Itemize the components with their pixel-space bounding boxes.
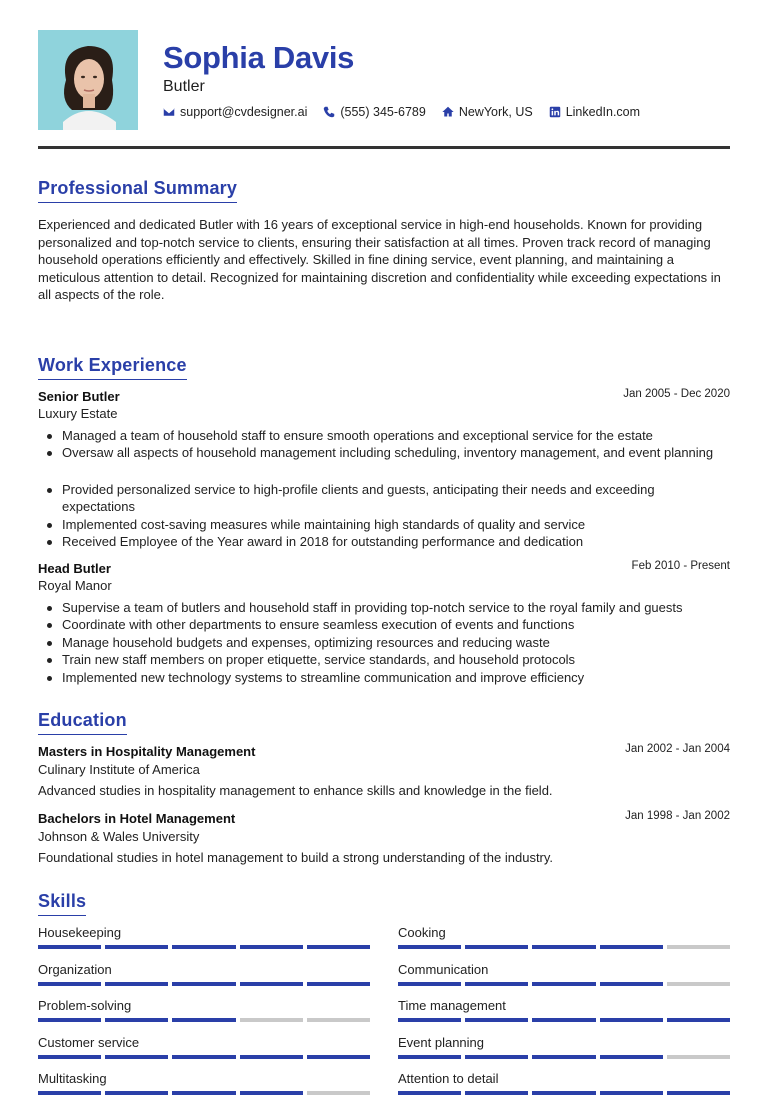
- list-item: Train new staff members on proper etiquette, service standards, and household protocols: [38, 651, 730, 668]
- school-name: Johnson & Wales University: [38, 829, 200, 844]
- list-item: Oversaw all aspects of household management including scheduling, inventory management, and event planning: [38, 444, 730, 461]
- skill-label: Problem-solving: [38, 998, 132, 1013]
- skill-level-segment: [532, 945, 595, 949]
- contact-location: [442, 105, 533, 119]
- skill-level-segment: [38, 945, 101, 949]
- skill-item: [38, 1035, 370, 1059]
- skill-level-segment: [600, 1091, 663, 1095]
- job-date: Jan 2005 - Dec 2020: [623, 388, 730, 400]
- summary-text: Experienced and dedicated Butler with 16 years of exceptional service in high-end households. Known for providing personalized and top-notch service to clients, ensuring their satisfaction at all times. Proven track record of managing household operations efficiently and effectively. Skilled in fine dining service, event planning, and maintaining a meticulous attention to detail. Recognized for maintaining discretion and confidentiality while exceeding expectations in all aspects of the role.: [38, 217, 721, 303]
- skill-level-segment: [398, 1055, 461, 1059]
- list-item: Coordinate with other departments to ensure seamless execution of events and functions: [38, 616, 730, 633]
- list-item: Manage household budgets and expenses, optimizing resources and reducing waste: [38, 634, 730, 651]
- skill-level-segment: [172, 1055, 235, 1059]
- skill-level-segment: [38, 1055, 101, 1059]
- skill-level-segment: [398, 1091, 461, 1095]
- skill-label: Organization: [38, 961, 112, 977]
- education-heading: Education: [38, 710, 127, 735]
- phone-text: (555) 345-6789: [340, 105, 426, 119]
- skill-level-segment: [38, 982, 101, 986]
- skill-level-segment: [600, 1055, 663, 1059]
- degree-title: Masters in Hospitality Management: [38, 744, 256, 759]
- list-item: Received Employee of the Year award in 2018 for outstanding performance and dedication: [38, 533, 730, 550]
- skill-level-segment: [465, 982, 528, 986]
- skill-level-segment: [465, 1091, 528, 1095]
- skill-level-segment: [105, 982, 168, 986]
- skill-label: Event planning: [398, 1034, 485, 1050]
- skill-level-segment: [240, 1091, 303, 1095]
- job-company: Luxury Estate: [38, 406, 118, 421]
- candidate-name: Sophia Davis: [163, 40, 355, 75]
- skill-level-bar: [38, 1091, 370, 1095]
- education-date: Jan 1998 - Jan 2002: [625, 810, 730, 822]
- skill-level-bar: [38, 945, 370, 949]
- experience-heading: Work Experience: [38, 355, 187, 380]
- skill-level-segment: [465, 1055, 528, 1059]
- skill-level-segment: [600, 945, 663, 949]
- skill-level-bar: [398, 945, 730, 949]
- job-bullets: [38, 481, 730, 551]
- skill-level-segment: [398, 1018, 461, 1022]
- skill-level-segment: [38, 1091, 101, 1095]
- skill-level-segment: [667, 982, 730, 986]
- list-item: Supervise a team of butlers and household staff in providing top-notch service to the royal family and guests: [38, 599, 730, 616]
- phone-icon: [323, 106, 335, 118]
- skill-level-segment: [532, 1091, 595, 1095]
- skill-level-bar: [398, 982, 730, 986]
- contact-linkedin[interactable]: [549, 105, 640, 119]
- linkedin-icon: [549, 106, 561, 118]
- resume-header: [38, 30, 730, 130]
- skill-level-segment: [240, 1018, 303, 1022]
- skill-level-segment: [307, 1091, 370, 1095]
- skill-level-segment: [465, 1018, 528, 1022]
- skill-level-segment: [667, 1018, 730, 1022]
- skill-level-segment: [307, 1018, 370, 1022]
- contact-list: [163, 105, 640, 119]
- skill-level-segment: [172, 1018, 235, 1022]
- list-item: Implemented new technology systems to streamline communication and improve efficiency: [38, 669, 730, 686]
- skill-level-bar: [38, 1018, 370, 1022]
- skill-level-segment: [667, 1055, 730, 1059]
- skill-level-segment: [667, 1091, 730, 1095]
- candidate-role: Butler: [163, 78, 205, 95]
- skill-level-segment: [532, 1055, 595, 1059]
- education-description: Advanced studies in hospitality management to enhance skills and knowledge in the field.: [38, 783, 553, 798]
- skill-level-segment: [532, 1018, 595, 1022]
- job-company: Royal Manor: [38, 578, 112, 593]
- skill-label: Housekeeping: [38, 925, 122, 940]
- skill-level-segment: [600, 1018, 663, 1022]
- job-title: Head Butler: [38, 561, 111, 576]
- skill-label: Attention to detail: [398, 1071, 499, 1086]
- skill-level-segment: [105, 1091, 168, 1095]
- contact-email[interactable]: [163, 105, 307, 119]
- skill-item: [38, 925, 370, 949]
- skill-item: [38, 998, 370, 1022]
- skill-level-segment: [240, 945, 303, 949]
- summary-heading: Professional Summary: [38, 178, 237, 203]
- skill-item: [398, 998, 730, 1022]
- location-text: NewYork, US: [458, 105, 533, 119]
- header-divider: [38, 146, 730, 149]
- home-icon: [442, 106, 454, 118]
- list-item: Managed a team of household staff to ensure smooth operations and exceptional service for the estate: [38, 427, 730, 444]
- list-item: Implemented cost-saving measures while maintaining high standards of quality and service: [38, 516, 730, 533]
- skill-label: Communication: [398, 961, 489, 977]
- degree-title: Bachelors in Hotel Management: [38, 811, 236, 826]
- skill-label: Multitasking: [38, 1071, 107, 1086]
- skill-level-segment: [600, 982, 663, 986]
- list-item: Provided personalized service to high-profile clients and guests, anticipating their needs and exceeding expectations: [38, 481, 730, 516]
- skill-level-segment: [38, 1018, 101, 1022]
- skill-level-bar: [38, 1055, 370, 1059]
- skill-level-bar: [398, 1018, 730, 1022]
- skill-label: Customer service: [38, 1034, 140, 1050]
- skill-level-segment: [307, 982, 370, 986]
- skill-item: [38, 962, 370, 986]
- job-bullets: [38, 427, 730, 462]
- education-description: Foundational studies in hotel management to build a strong understanding of the industry.: [38, 850, 554, 865]
- skill-level-bar: [398, 1055, 730, 1059]
- skill-level-segment: [105, 945, 168, 949]
- skill-level-segment: [105, 1055, 168, 1059]
- skill-item: [398, 925, 730, 949]
- job-date: Feb 2010 - Present: [631, 560, 730, 572]
- skill-level-segment: [172, 945, 235, 949]
- skill-level-segment: [307, 1055, 370, 1059]
- skills-heading: Skills: [38, 891, 86, 916]
- skill-label: Time management: [398, 998, 506, 1013]
- school-name: Culinary Institute of America: [38, 762, 200, 777]
- contact-phone[interactable]: [323, 105, 425, 119]
- skill-level-segment: [240, 982, 303, 986]
- skill-level-segment: [465, 945, 528, 949]
- skill-item: [38, 1071, 370, 1095]
- skill-label: Cooking: [398, 925, 446, 940]
- profile-photo: [38, 30, 138, 130]
- skill-level-segment: [240, 1055, 303, 1059]
- skill-level-bar: [398, 1091, 730, 1095]
- email-text: support@cvdesigner.ai: [180, 105, 308, 119]
- skill-level-segment: [172, 1091, 235, 1095]
- education-date: Jan 2002 - Jan 2004: [625, 743, 730, 755]
- skill-level-bar: [38, 982, 370, 986]
- skill-level-segment: [105, 1018, 168, 1022]
- skill-level-segment: [532, 982, 595, 986]
- skill-level-segment: [307, 945, 370, 949]
- skill-item: [398, 962, 730, 986]
- envelope-icon: [163, 106, 175, 118]
- skill-item: [398, 1071, 730, 1095]
- skill-item: [398, 1035, 730, 1059]
- job-bullets: [38, 599, 730, 686]
- skill-level-segment: [398, 982, 461, 986]
- job-title: Senior Butler: [38, 389, 120, 404]
- skill-level-segment: [667, 945, 730, 949]
- skill-level-segment: [172, 982, 235, 986]
- skill-level-segment: [398, 945, 461, 949]
- linkedin-text: LinkedIn.com: [565, 105, 641, 119]
